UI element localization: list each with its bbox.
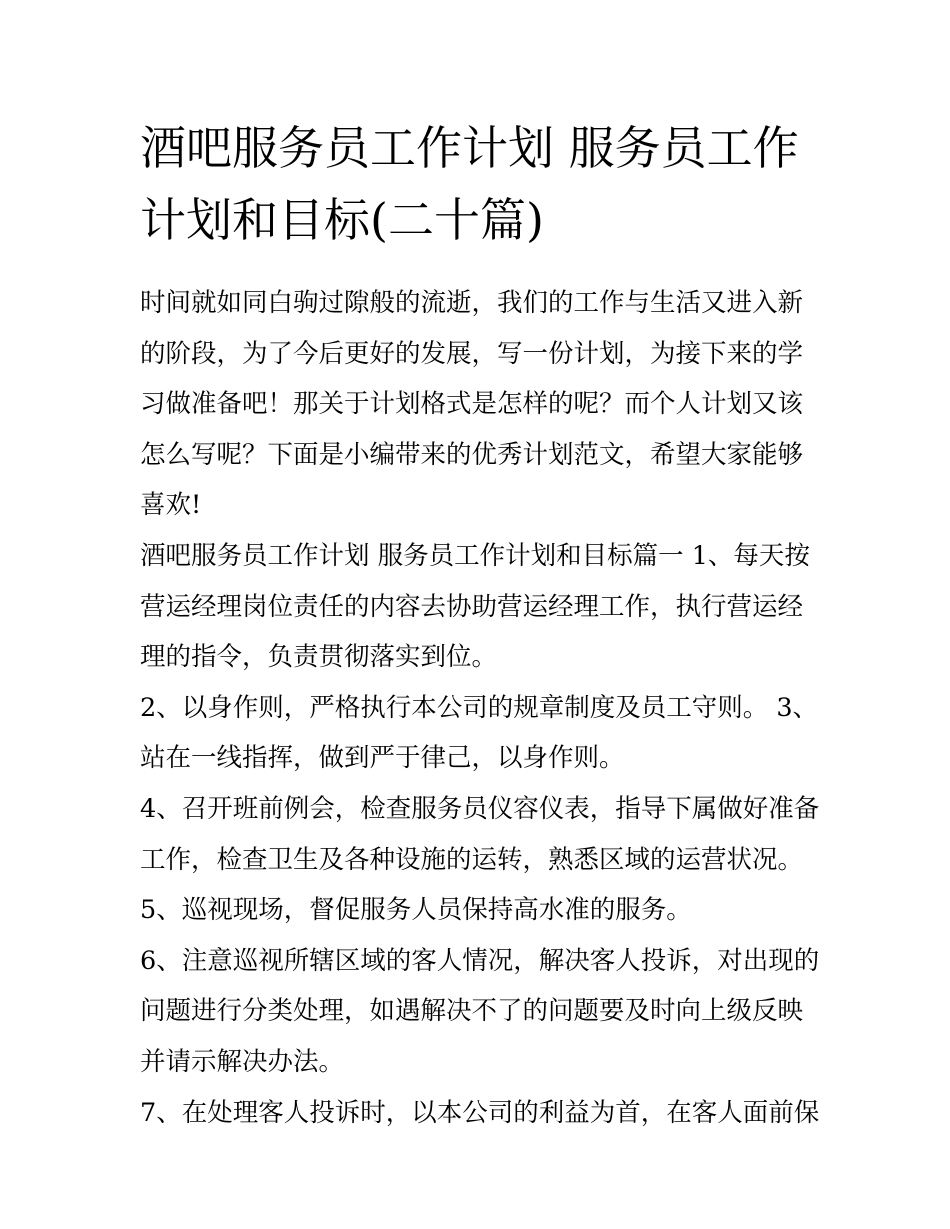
- paragraph-item-7: 7、在处理客人投诉时，以本公司的利益为首，在客人面前保: [140, 1097, 820, 1128]
- paragraph-item-6: 6、注意巡视所辖区域的客人情况，解决客人投诉，对出现的问题进行分类处理，如遇解决不了的问题要及时向上级反映并请示解决办法。: [140, 945, 820, 1077]
- paragraph-item-4: 4、召开班前例会，检查服务员仪容仪表，指导下属做好准备工作，检查卫生及各种设施的运转，熟悉区域的运营状况。: [140, 793, 820, 875]
- paragraph-intro: 时间就如同白驹过隙般的流逝，我们的工作与生活又进入新的阶段，为了今后更好的发展，写一份计划，为接下来的学习做准备吧！那关于计划格式是怎样的呢？而个人计划又该怎么写呢？下面是小编带来的优秀计划范文，希望大家能够喜欢!: [140, 288, 804, 521]
- document-body: [140, 278, 820, 1138]
- paragraph-item-1: 酒吧服务员工作计划 服务员工作计划和目标篇一 1、每天按营运经理岗位责任的内容去协助营运经理工作，执行营运经理的指令，负责贯彻落实到位。: [140, 540, 810, 673]
- paragraph-item-2-3: 2、以身作则，严格执行本公司的规章制度及员工守则。 3、站在一线指挥，做到严于律己，以身作则。: [140, 692, 819, 774]
- document-title: 酒吧服务员工作计划 服务员工作计划和目标(二十篇): [140, 121, 799, 247]
- paragraph-item-5: 5、巡视现场，督促服务人员保持高水准的服务。: [140, 895, 692, 926]
